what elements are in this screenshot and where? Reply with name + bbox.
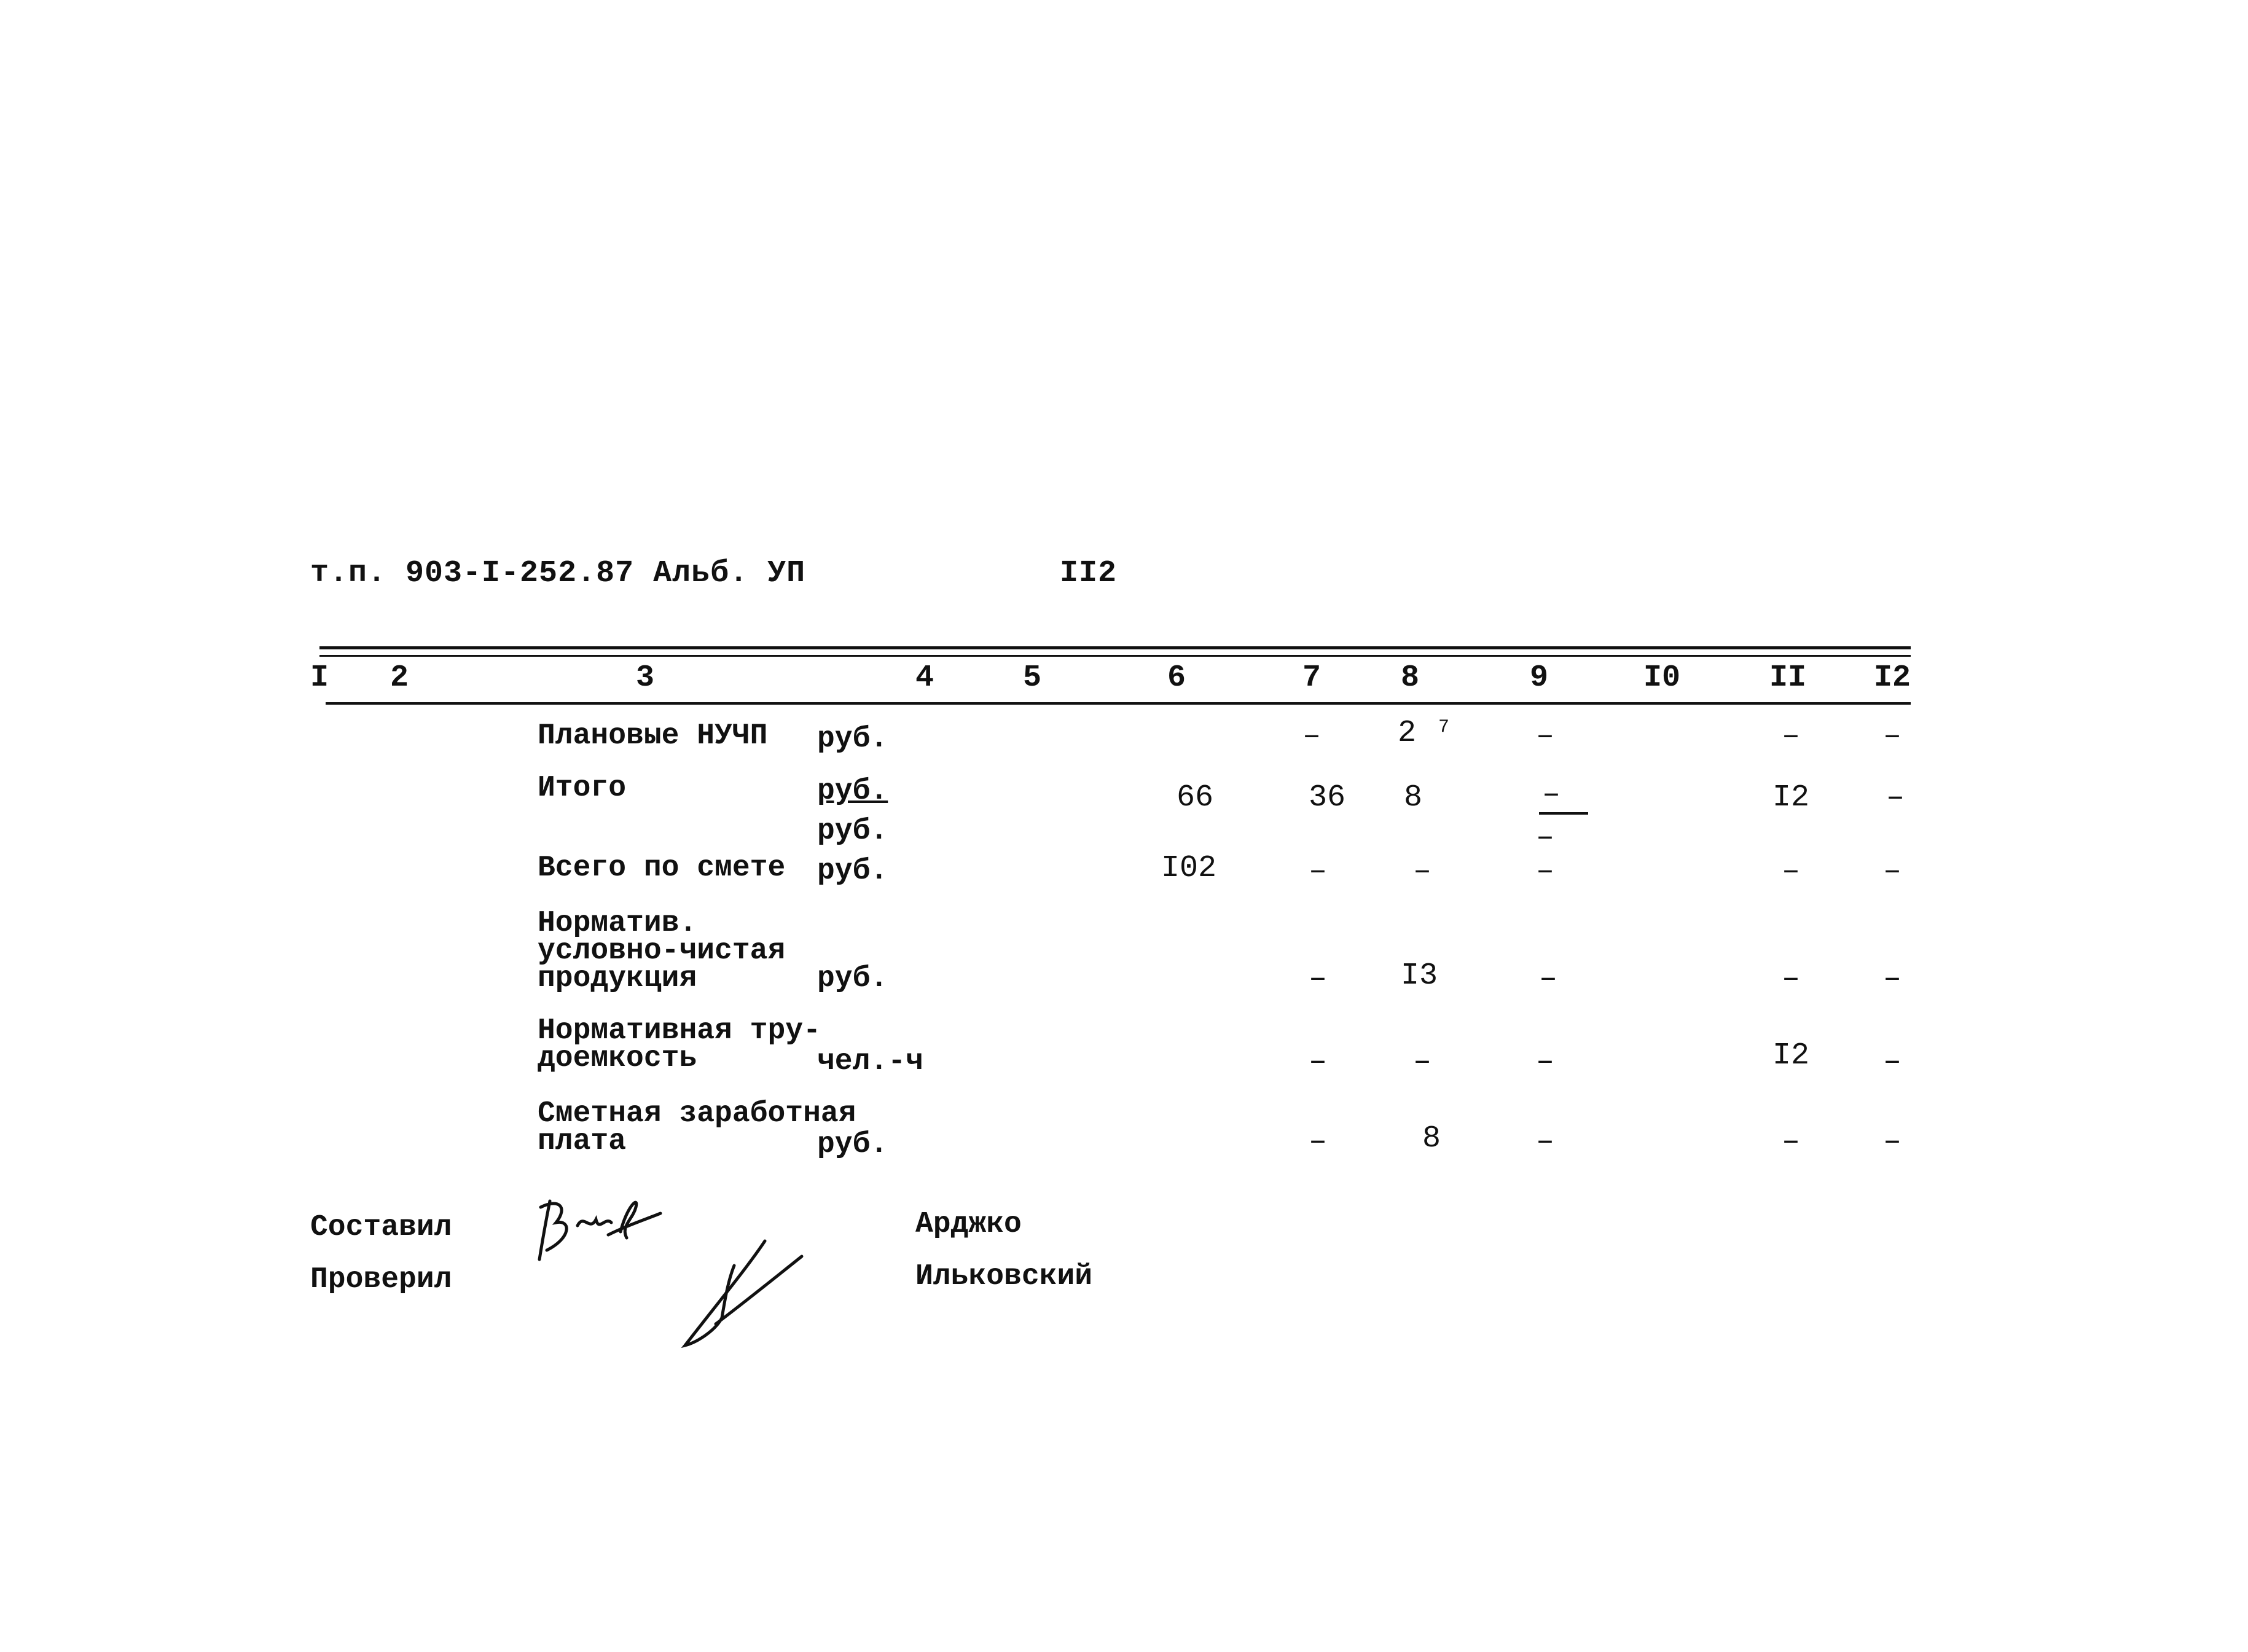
column-number: 3 (635, 660, 654, 695)
cell-col6: I02 (1161, 851, 1216, 886)
table-top-rule (319, 646, 1911, 649)
row-name: Норматив. (538, 907, 697, 940)
row-unit: руб. (817, 722, 888, 756)
cell-col9: – (1541, 777, 1561, 812)
row-name: доемкость (538, 1042, 697, 1075)
column-number: 8 (1400, 660, 1419, 695)
cell-col9-lower: – (1535, 820, 1554, 855)
cell-col7: – (1302, 719, 1321, 754)
row-name: Итого (538, 772, 627, 805)
cell-col12: – (1882, 719, 1901, 754)
row-unit: руб. (817, 1128, 888, 1161)
row-name: Плановые НУЧП (538, 719, 768, 753)
column-number: I2 (1873, 660, 1911, 695)
row-unit: руб. (817, 855, 888, 888)
checked-signature (679, 1238, 808, 1349)
column-number: 9 (1529, 660, 1548, 695)
table-top-rule-2 (319, 655, 1911, 657)
row-name: Нормативная тру- (538, 1014, 821, 1047)
cell-col12: – (1882, 961, 1901, 996)
row-name: условно-чистая (538, 934, 786, 968)
column-header-rule (326, 702, 1911, 705)
row-name: Всего по смете (538, 851, 786, 885)
cell-col7: 36 (1308, 780, 1345, 815)
column-number: II (1769, 660, 1806, 695)
cell-col7: – (1308, 1124, 1327, 1159)
row-unit: чел.-ч (817, 1045, 923, 1078)
cell-col11: – (1781, 1124, 1800, 1159)
row-name: плата (538, 1125, 627, 1158)
cell-col8: 8 (1422, 1121, 1441, 1156)
document-reference: т.п. 903-I-252.87 Альб. УП (310, 556, 806, 591)
cell-col8: I3 (1400, 958, 1438, 993)
column-number: I0 (1643, 660, 1680, 695)
cell-col8: 8 (1403, 780, 1422, 815)
cell-col11: I2 (1772, 1038, 1809, 1073)
cell-col9: – (1535, 1044, 1554, 1079)
cell-col11: – (1781, 719, 1800, 754)
cell-col9: – (1535, 854, 1554, 889)
column-number: 6 (1167, 660, 1186, 695)
cell-col11: – (1781, 854, 1800, 889)
column-number: 7 (1302, 660, 1321, 695)
cell-col8: – (1412, 854, 1431, 889)
column-number: 4 (915, 660, 934, 695)
cell-col12: – (1882, 1124, 1901, 1159)
cell-col12: – (1886, 780, 1905, 815)
cell-col6: 66 (1176, 780, 1213, 815)
cell-col9-underline (1539, 812, 1588, 815)
cell-col12: – (1882, 854, 1901, 889)
cell-col9: – (1538, 961, 1557, 996)
cell-col9: – (1535, 719, 1554, 754)
row-unit: руб. (817, 962, 888, 995)
compiled-name: Арджко (915, 1208, 1022, 1241)
cell-col8: – (1412, 1044, 1431, 1079)
compiled-label: Составил (310, 1211, 452, 1244)
cell-col9: – (1535, 1124, 1554, 1159)
checked-name: Ильковский (915, 1260, 1093, 1293)
cell-col12: – (1882, 1044, 1901, 1079)
column-number: I (310, 660, 329, 695)
row-unit: руб. (817, 775, 888, 808)
row-unit: руб. (817, 815, 888, 848)
cell-col7: – (1308, 854, 1327, 889)
cell-col7: – (1308, 1044, 1327, 1079)
compiled-signature (535, 1189, 664, 1266)
page-number: II2 (1060, 556, 1118, 591)
cell-col7: – (1308, 961, 1327, 996)
cell-col11: – (1781, 961, 1800, 996)
row-name: Сметная заработная (538, 1097, 856, 1130)
column-number: 2 (390, 660, 409, 695)
column-number: 5 (1022, 660, 1041, 695)
cell-col8: 2 ⁷ (1397, 716, 1453, 751)
row-name: продукция (538, 962, 697, 995)
cell-col11: I2 (1772, 780, 1809, 815)
checked-label: Проверил (310, 1263, 452, 1296)
